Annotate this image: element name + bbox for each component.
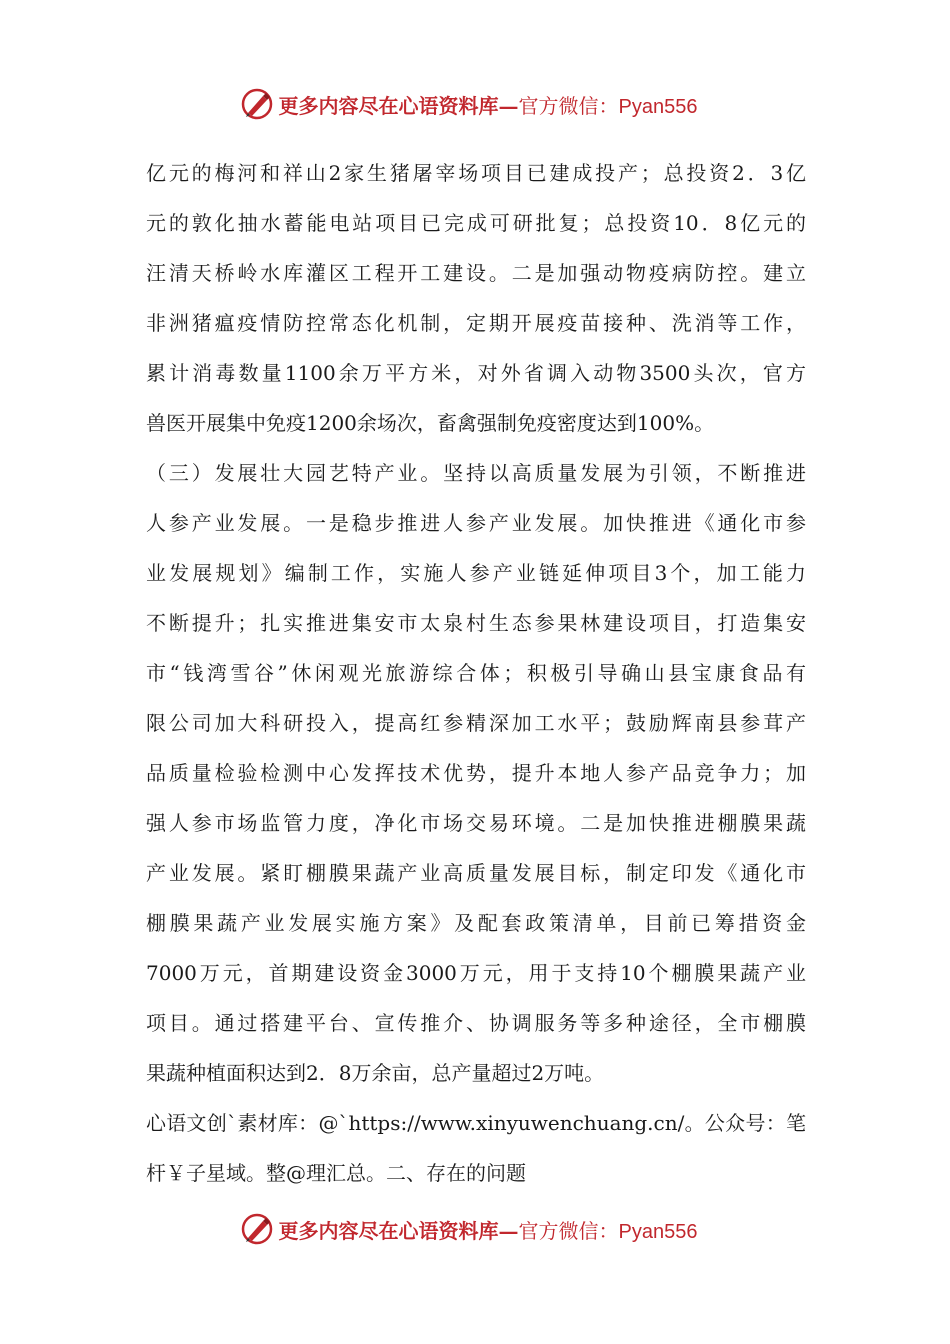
- body-text-line: 业发展规划》编制工作，实施人参产业链延伸项目3个，加工能力: [146, 561, 806, 585]
- body-text-line: 项目。通过搭建平台、宣传推介、协调服务等多种途径，全市棚膜: [146, 1011, 806, 1035]
- body-text-line: 非洲猪瘟疫情防控常态化机制，定期开展疫苗接种、洗消等工作，: [146, 311, 806, 335]
- body-text-line: 元的敦化抽水蓄能电站项目已完成可研批复；总投资10．8亿元的: [146, 211, 806, 235]
- body-text-line: 棚膜果蔬产业发展实施方案》及配套政策清单，目前已筹措资金: [146, 911, 806, 935]
- body-text-line: 兽医开展集中免疫1200余场次，畜禽强制免疫密度达到100%。: [146, 411, 715, 435]
- body-text-line: 人参产业发展。一是稳步推进人参产业发展。加快推进《通化市参: [146, 511, 806, 535]
- body-text-line: 市“钱湾雪谷”休闲观光旅游综合体；积极引导确山县宝康食品有: [146, 661, 806, 685]
- footer-banner: [0, 1209, 950, 1249]
- body-text-line: 杆￥子星域。整@理汇总。二、存在的问题: [146, 1161, 526, 1185]
- pen-seal-icon: [239, 86, 275, 122]
- body-text-line: 心语文创`素材库：@`https://www.xinyuwenchuang.cn/。公众号：笔: [146, 1111, 806, 1135]
- body-text-line: 汪清天桥岭水库灌区工程开工建设。二是加强动物疫病防控。建立: [146, 261, 806, 285]
- body-text-line: 品质量检验检测中心发挥技术优势，提升本地人参产品竞争力；加: [146, 761, 806, 785]
- body-text-line: 累计消毒数量1100余万平方米，对外省调入动物3500头次，官方: [146, 361, 806, 385]
- body-text-line: 7000万元，首期建设资金3000万元，用于支持10个棚膜果蔬产业: [146, 961, 806, 985]
- body-text-line: 产业发展。紧盯棚膜果蔬产业高质量发展目标，制定印发《通化市: [146, 861, 806, 885]
- body-text-line: 亿元的梅河和祥山2家生猪屠宰场项目已建成投产；总投资2．3亿: [146, 161, 806, 185]
- header-banner: [0, 84, 950, 124]
- body-text-line: 不断提升；扎实推进集安市太泉村生态参果林建设项目，打造集安: [146, 611, 806, 635]
- document-body: [146, 148, 806, 1198]
- header-banner-text: 更多内容尽在心语资料库—官方微信：Pyan556: [278, 93, 698, 118]
- body-text-line: 强人参市场监管力度，净化市场交易环境。二是加快推进棚膜果蔬: [146, 811, 806, 835]
- body-text-line: （三）发展壮大园艺特产业。坚持以高质量发展为引领，不断推进: [146, 461, 806, 485]
- body-text-line: 果蔬种植面积达到2．8万余亩，总产量超过2万吨。: [146, 1061, 605, 1085]
- pen-seal-icon: [239, 1211, 275, 1247]
- body-text-line: 限公司加大科研投入，提高红参精深加工水平；鼓励辉南县参茸产: [146, 711, 806, 735]
- footer-banner-text: 更多内容尽在心语资料库—官方微信：Pyan556: [278, 1218, 698, 1243]
